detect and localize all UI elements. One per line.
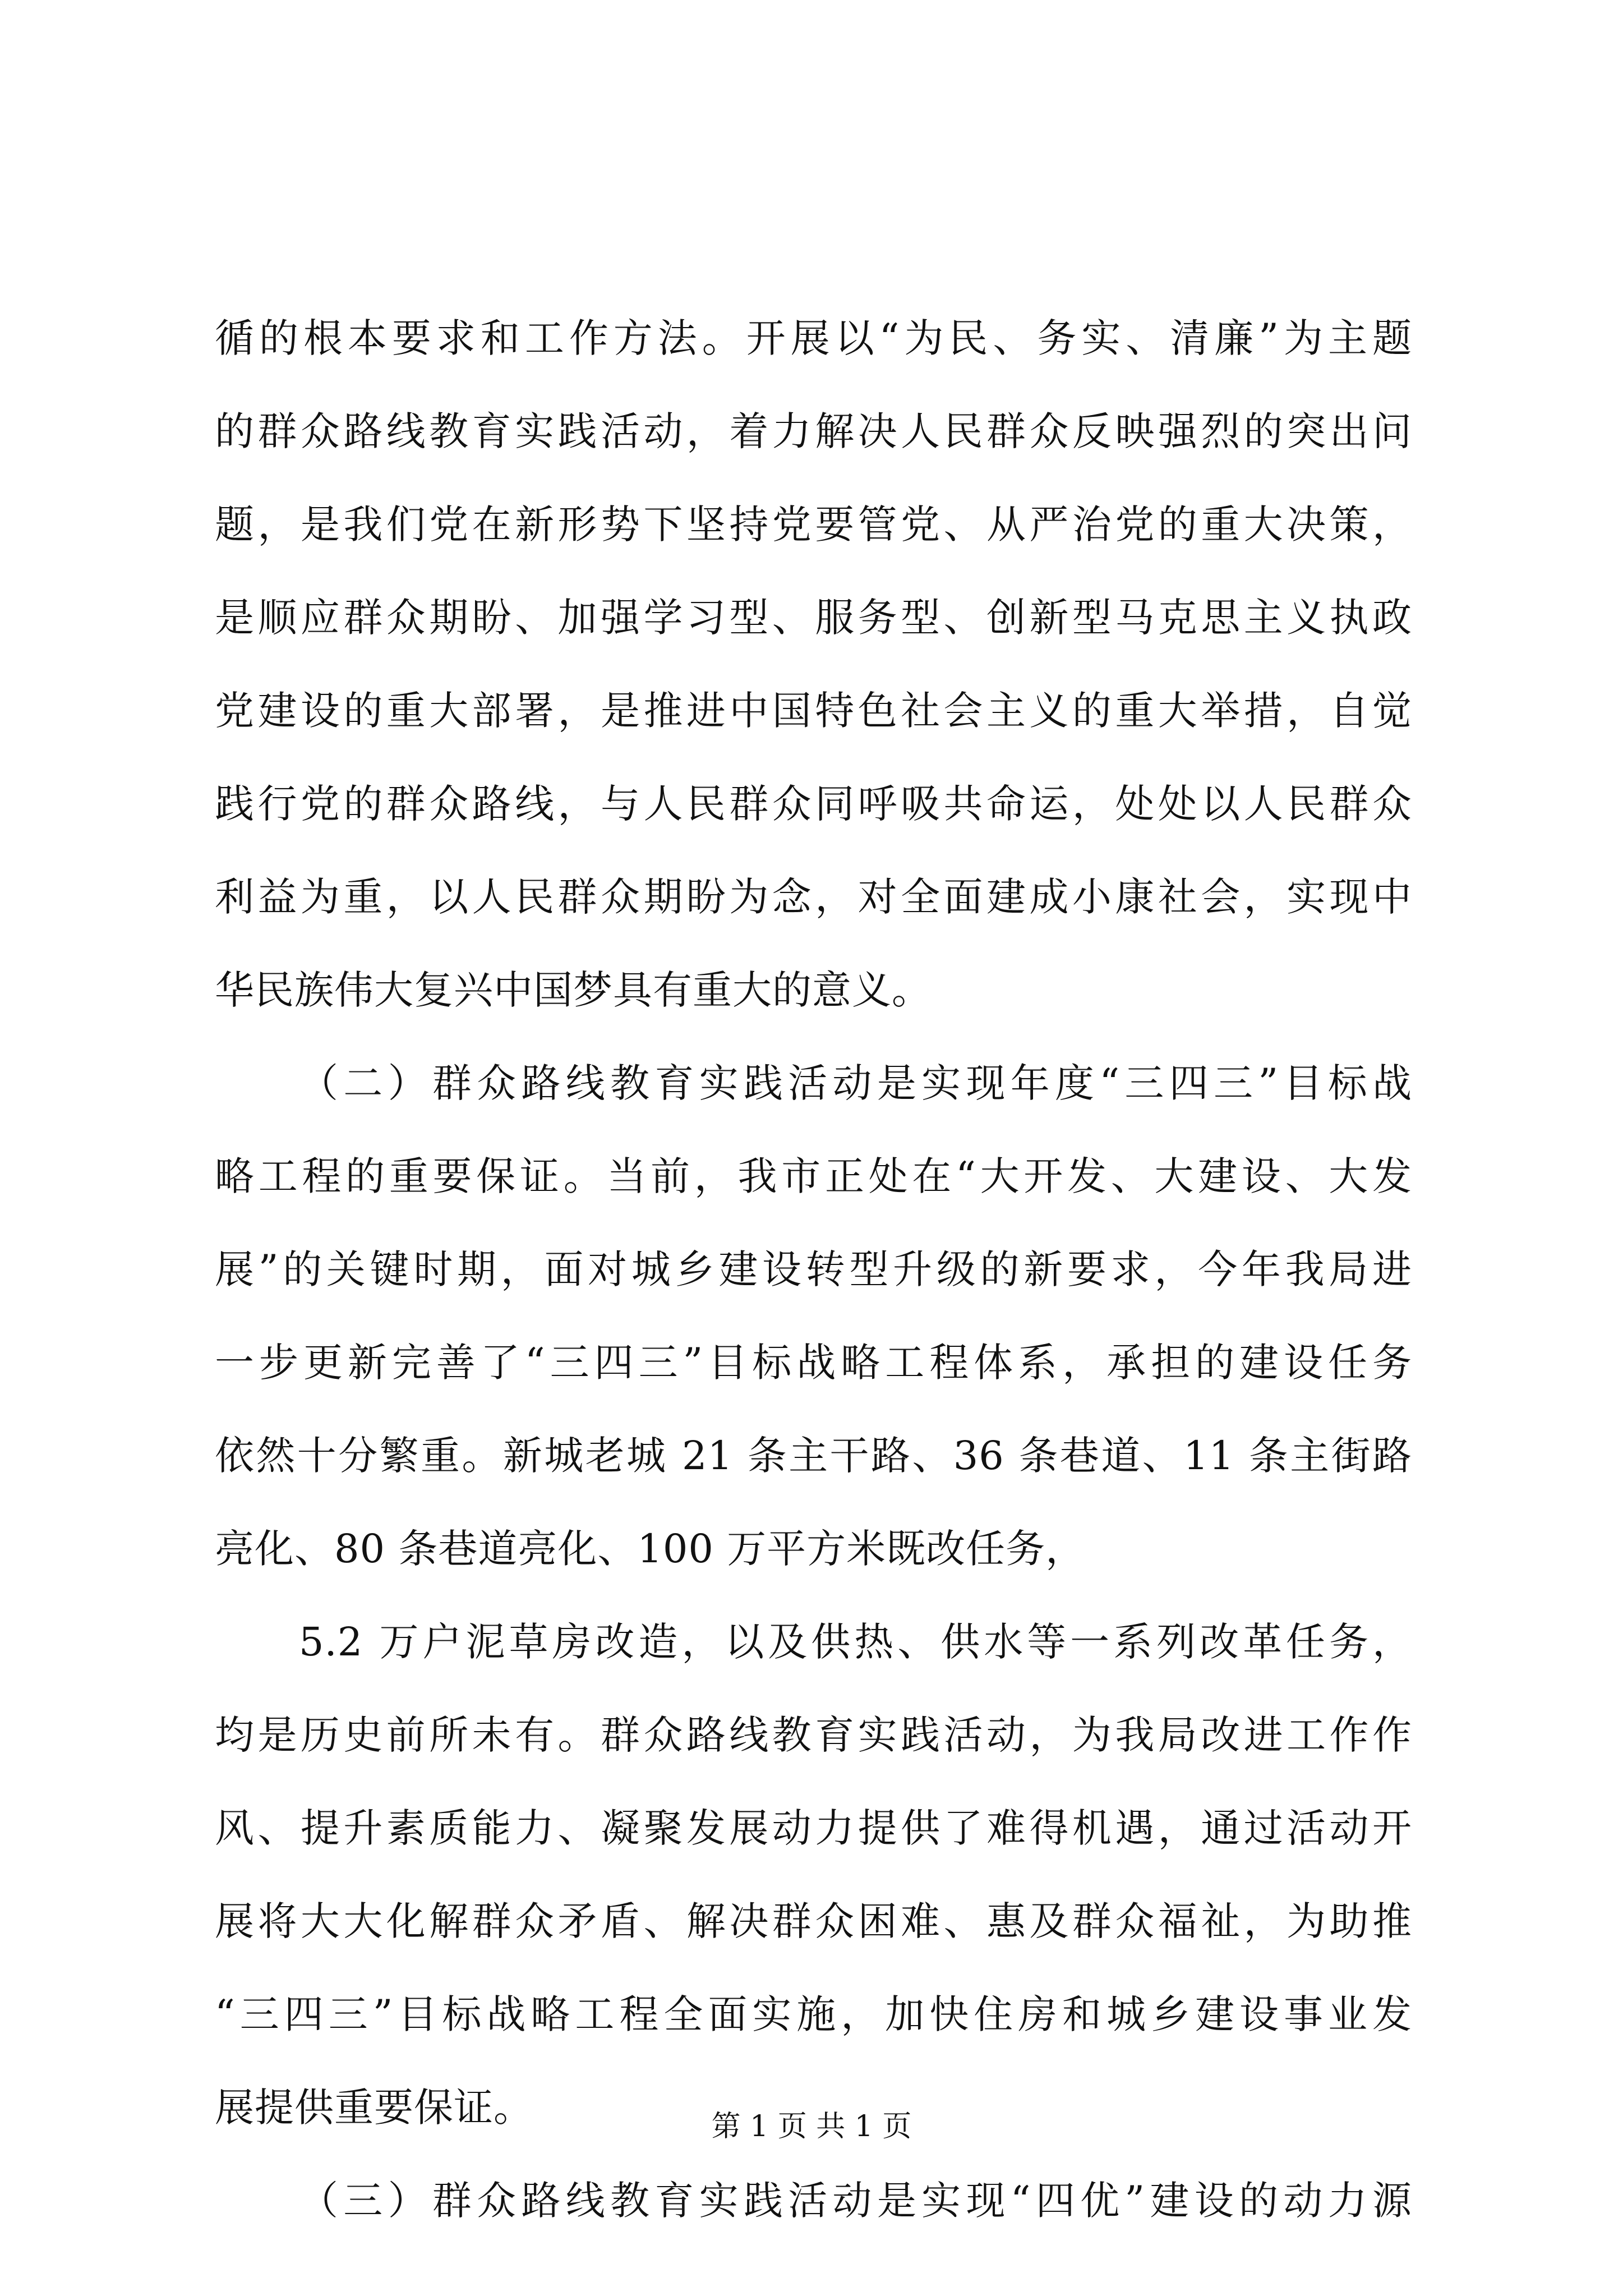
text-line: 一步更新完善了“三四三”目标战略工程体系，承担的建设任务 [215,1340,1412,1386]
section-heading-line: （二）群众路线教育实践活动是实现年度“三四三”目标战 [299,1060,1412,1106]
text-line: 亮化、80 条巷道亮化、100 万平方米既改任务， [215,1526,1086,1572]
text-line: 的群众路线教育实践活动，着力解决人民群众反映强烈的突出问 [215,408,1412,454]
text-line: 略工程的重要保证。当前，我市正处在“大开发、大建设、大发 [215,1153,1412,1199]
text-line: 展将大大化解群众矛盾、解决群众困难、惠及群众福祉，为助推 [215,1898,1412,1944]
text-line: 循的根本要求和工作方法。开展以“为民、务实、清廉”为主题 [215,315,1412,361]
text-line: “三四三”目标战略工程全面实施，加快住房和城乡建设事业发 [215,1991,1412,2037]
text-line: 依然十分繁重。新城老城 21 条主干路、36 条巷道、11 条主街路 [215,1433,1412,1479]
text-line: 5.2 万户泥草房改造，以及供热、供水等一系列改革任务， [299,1619,1412,1665]
text-line: 展”的关键时期，面对城乡建设转型升级的新要求，今年我局进 [215,1246,1412,1292]
text-line: 风、提升素质能力、凝聚发展动力提供了难得机遇，通过活动开 [215,1805,1412,1851]
text-line: 践行党的群众路线，与人民群众同呼吸共命运，处处以人民群众 [215,781,1412,827]
text-line: 利益为重，以人民群众期盼为念，对全面建成小康社会，实现中 [215,874,1412,920]
page-number-footer: 第 1 页 共 1 页 [711,2110,912,2143]
text-line: 展提供重要保证。 [215,2085,533,2131]
text-line: 题，是我们党在新形势下坚持党要管党、从严治党的重大决策， [215,501,1412,547]
section-heading-line: （三）群众路线教育实践活动是实现“四优”建设的动力源 [299,2178,1412,2224]
text-line: 华民族伟大复兴中国梦具有重大的意义。 [215,967,932,1013]
text-line: 是顺应群众期盼、加强学习型、服务型、创新型马克思主义执政 [215,595,1412,641]
document-body [215,292,1412,2247]
text-line: 均是历史前所未有。群众路线教育实践活动，为我局改进工作作 [215,1712,1412,1758]
text-line: 党建设的重大部署，是推进中国特色社会主义的重大举措，自觉 [215,688,1412,734]
